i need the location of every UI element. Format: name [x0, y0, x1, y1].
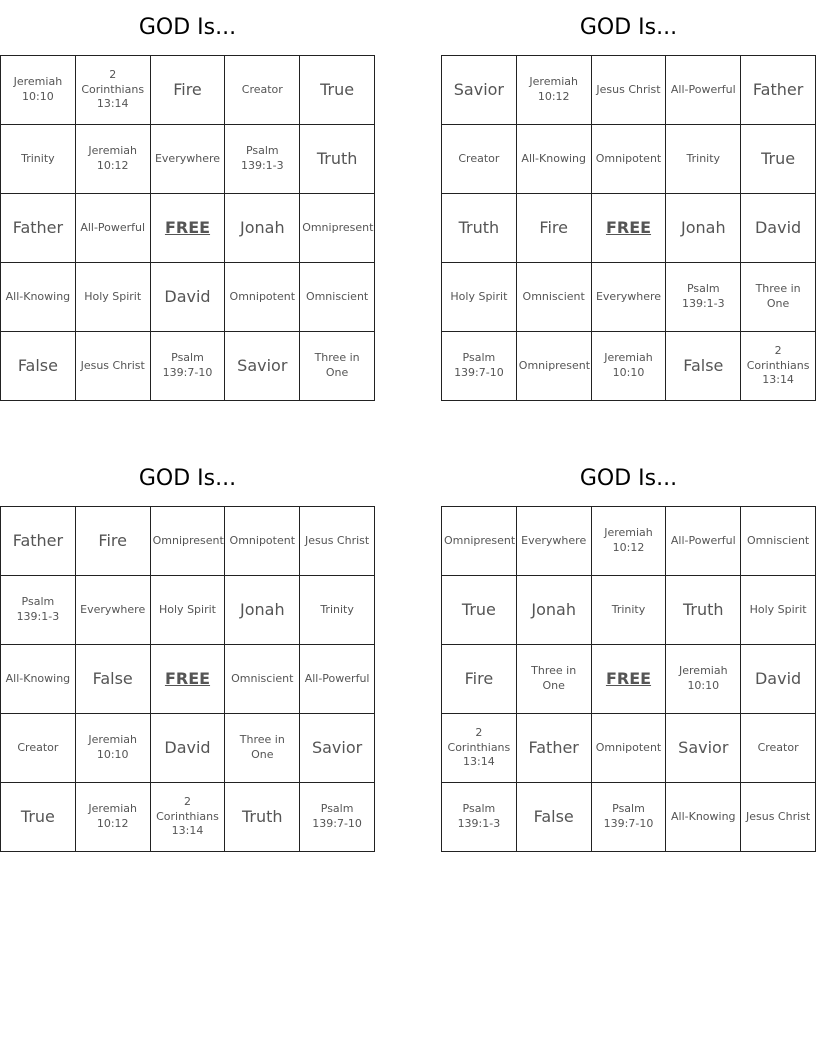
bingo-cell: True	[1, 783, 76, 852]
bingo-cell: David	[741, 645, 816, 714]
bingo-cell: Jeremiah 10:12	[516, 56, 591, 125]
bingo-cell: 2 Corinthians 13:14	[150, 783, 225, 852]
bingo-cell: Jonah	[225, 194, 300, 263]
bingo-cell: False	[666, 332, 741, 401]
bingo-cell: Savior	[300, 714, 375, 783]
bingo-cell: All-Knowing	[516, 125, 591, 194]
grid-row	[442, 783, 816, 852]
bingo-cell: Jeremiah 10:10	[591, 332, 666, 401]
bingo-card	[0, 0, 375, 401]
bingo-cell: All-Knowing	[1, 645, 76, 714]
bingo-cell: True	[741, 125, 816, 194]
grid-row	[1, 263, 375, 332]
bingo-cell: Omnipresent	[300, 194, 375, 263]
bingo-cell: David	[741, 194, 816, 263]
bingo-cell: Omnipresent	[150, 507, 225, 576]
bingo-cell: Creator	[1, 714, 76, 783]
bingo-cell: Truth	[225, 783, 300, 852]
bingo-cell: Three in One	[516, 645, 591, 714]
grid-row	[1, 645, 375, 714]
bingo-cell: Omnipresent	[442, 507, 517, 576]
bingo-cell: Truth	[442, 194, 517, 263]
bingo-cell: Holy Spirit	[75, 263, 150, 332]
bingo-cell: Omnipotent	[591, 714, 666, 783]
bingo-cell: Father	[1, 194, 76, 263]
bingo-cell: Father	[1, 507, 76, 576]
bingo-cell: All-Knowing	[1, 263, 76, 332]
bingo-cell: Jeremiah 10:12	[75, 783, 150, 852]
bingo-grid	[0, 55, 375, 401]
bingo-cell: Psalm 139:7-10	[442, 332, 517, 401]
bingo-cell: Jesus Christ	[75, 332, 150, 401]
bingo-grid	[441, 506, 816, 852]
bingo-cell: Father	[741, 56, 816, 125]
bingo-cell: Jonah	[516, 576, 591, 645]
bingo-cell: All-Powerful	[666, 56, 741, 125]
bingo-cell: Creator	[741, 714, 816, 783]
grid-row	[1, 714, 375, 783]
grid-row	[1, 507, 375, 576]
bingo-card	[441, 0, 816, 401]
grid-row	[1, 332, 375, 401]
bingo-grid	[0, 506, 375, 852]
grid-row	[1, 194, 375, 263]
free-space-cell: FREE	[591, 645, 666, 714]
bingo-cell: Omniscient	[516, 263, 591, 332]
grid-row	[442, 125, 816, 194]
free-space-cell: FREE	[150, 194, 225, 263]
bingo-cell: All-Powerful	[666, 507, 741, 576]
bingo-cell: Jeremiah 10:12	[591, 507, 666, 576]
bingo-cell: Everywhere	[516, 507, 591, 576]
bingo-cell: David	[150, 714, 225, 783]
bingo-cell: Savior	[666, 714, 741, 783]
bingo-cell: Three in One	[300, 332, 375, 401]
bingo-cell: Psalm 139:1-3	[225, 125, 300, 194]
bingo-cell: Psalm 139:1-3	[1, 576, 76, 645]
bingo-cell: Creator	[442, 125, 517, 194]
grid-row	[1, 56, 375, 125]
bingo-cell: David	[150, 263, 225, 332]
grid-row	[442, 714, 816, 783]
bingo-cell: Everywhere	[150, 125, 225, 194]
bingo-cell: Trinity	[1, 125, 76, 194]
bingo-cell: Omnipresent	[516, 332, 591, 401]
bingo-cell: Creator	[225, 56, 300, 125]
bingo-cell: True	[442, 576, 517, 645]
bingo-cell: 2 Corinthians 13:14	[75, 56, 150, 125]
bingo-cell: Holy Spirit	[741, 576, 816, 645]
bingo-cell: Jonah	[225, 576, 300, 645]
bingo-cell: Psalm 139:7-10	[591, 783, 666, 852]
bingo-cell: Fire	[516, 194, 591, 263]
bingo-card	[0, 451, 375, 852]
bingo-cell: Holy Spirit	[442, 263, 517, 332]
bingo-card	[441, 451, 816, 852]
bingo-cell: True	[300, 56, 375, 125]
grid-row	[442, 332, 816, 401]
bingo-cell: All-Powerful	[300, 645, 375, 714]
card-title: GOD Is...	[138, 466, 237, 491]
card-title: GOD Is...	[138, 15, 237, 40]
bingo-cell: Truth	[300, 125, 375, 194]
bingo-grid	[441, 55, 816, 401]
grid-row	[442, 194, 816, 263]
bingo-cell: All-Knowing	[666, 783, 741, 852]
grid-row	[442, 576, 816, 645]
grid-row	[442, 507, 816, 576]
bingo-cell: Jeremiah 10:10	[1, 56, 76, 125]
bingo-cell: Trinity	[591, 576, 666, 645]
bingo-cell: Jeremiah 10:10	[75, 714, 150, 783]
bingo-cell: Savior	[225, 332, 300, 401]
bingo-cell: Jonah	[666, 194, 741, 263]
bingo-cell: All-Powerful	[75, 194, 150, 263]
bingo-cell: Psalm 139:7-10	[300, 783, 375, 852]
bingo-cell: Trinity	[300, 576, 375, 645]
bingo-cell: Fire	[75, 507, 150, 576]
bingo-cell: Fire	[150, 56, 225, 125]
bingo-cell: 2 Corinthians 13:14	[442, 714, 517, 783]
bingo-cell: Psalm 139:7-10	[150, 332, 225, 401]
bingo-cell: Jesus Christ	[300, 507, 375, 576]
bingo-cell: Omnipotent	[591, 125, 666, 194]
grid-row	[442, 56, 816, 125]
free-space-cell: FREE	[591, 194, 666, 263]
grid-row	[1, 576, 375, 645]
bingo-cell: Omnipotent	[225, 507, 300, 576]
bingo-cell: Fire	[442, 645, 517, 714]
bingo-cell: False	[516, 783, 591, 852]
card-title: GOD Is...	[579, 466, 678, 491]
bingo-cell: Omniscient	[300, 263, 375, 332]
bingo-cell: Truth	[666, 576, 741, 645]
bingo-cell: Omniscient	[225, 645, 300, 714]
bingo-cell: Jeremiah 10:10	[666, 645, 741, 714]
free-space-cell: FREE	[150, 645, 225, 714]
bingo-cell: Jeremiah 10:12	[75, 125, 150, 194]
bingo-cell: Psalm 139:1-3	[442, 783, 517, 852]
bingo-cell: Psalm 139:1-3	[666, 263, 741, 332]
bingo-cell: Everywhere	[75, 576, 150, 645]
bingo-cell: Omnipotent	[225, 263, 300, 332]
bingo-cell: Savior	[442, 56, 517, 125]
bingo-cell: Everywhere	[591, 263, 666, 332]
bingo-cell: Jesus Christ	[591, 56, 666, 125]
bingo-cell: Omniscient	[741, 507, 816, 576]
bingo-cell: False	[75, 645, 150, 714]
bingo-cell: 2 Corinthians 13:14	[741, 332, 816, 401]
bingo-cell: Holy Spirit	[150, 576, 225, 645]
card-title: GOD Is...	[579, 15, 678, 40]
grid-row	[442, 645, 816, 714]
grid-row	[442, 263, 816, 332]
bingo-cell: Three in One	[225, 714, 300, 783]
bingo-cell: Father	[516, 714, 591, 783]
grid-row	[1, 125, 375, 194]
bingo-cell: Three in One	[741, 263, 816, 332]
bingo-cell: Trinity	[666, 125, 741, 194]
bingo-cell: Jesus Christ	[741, 783, 816, 852]
grid-row	[1, 783, 375, 852]
bingo-cell: False	[1, 332, 76, 401]
